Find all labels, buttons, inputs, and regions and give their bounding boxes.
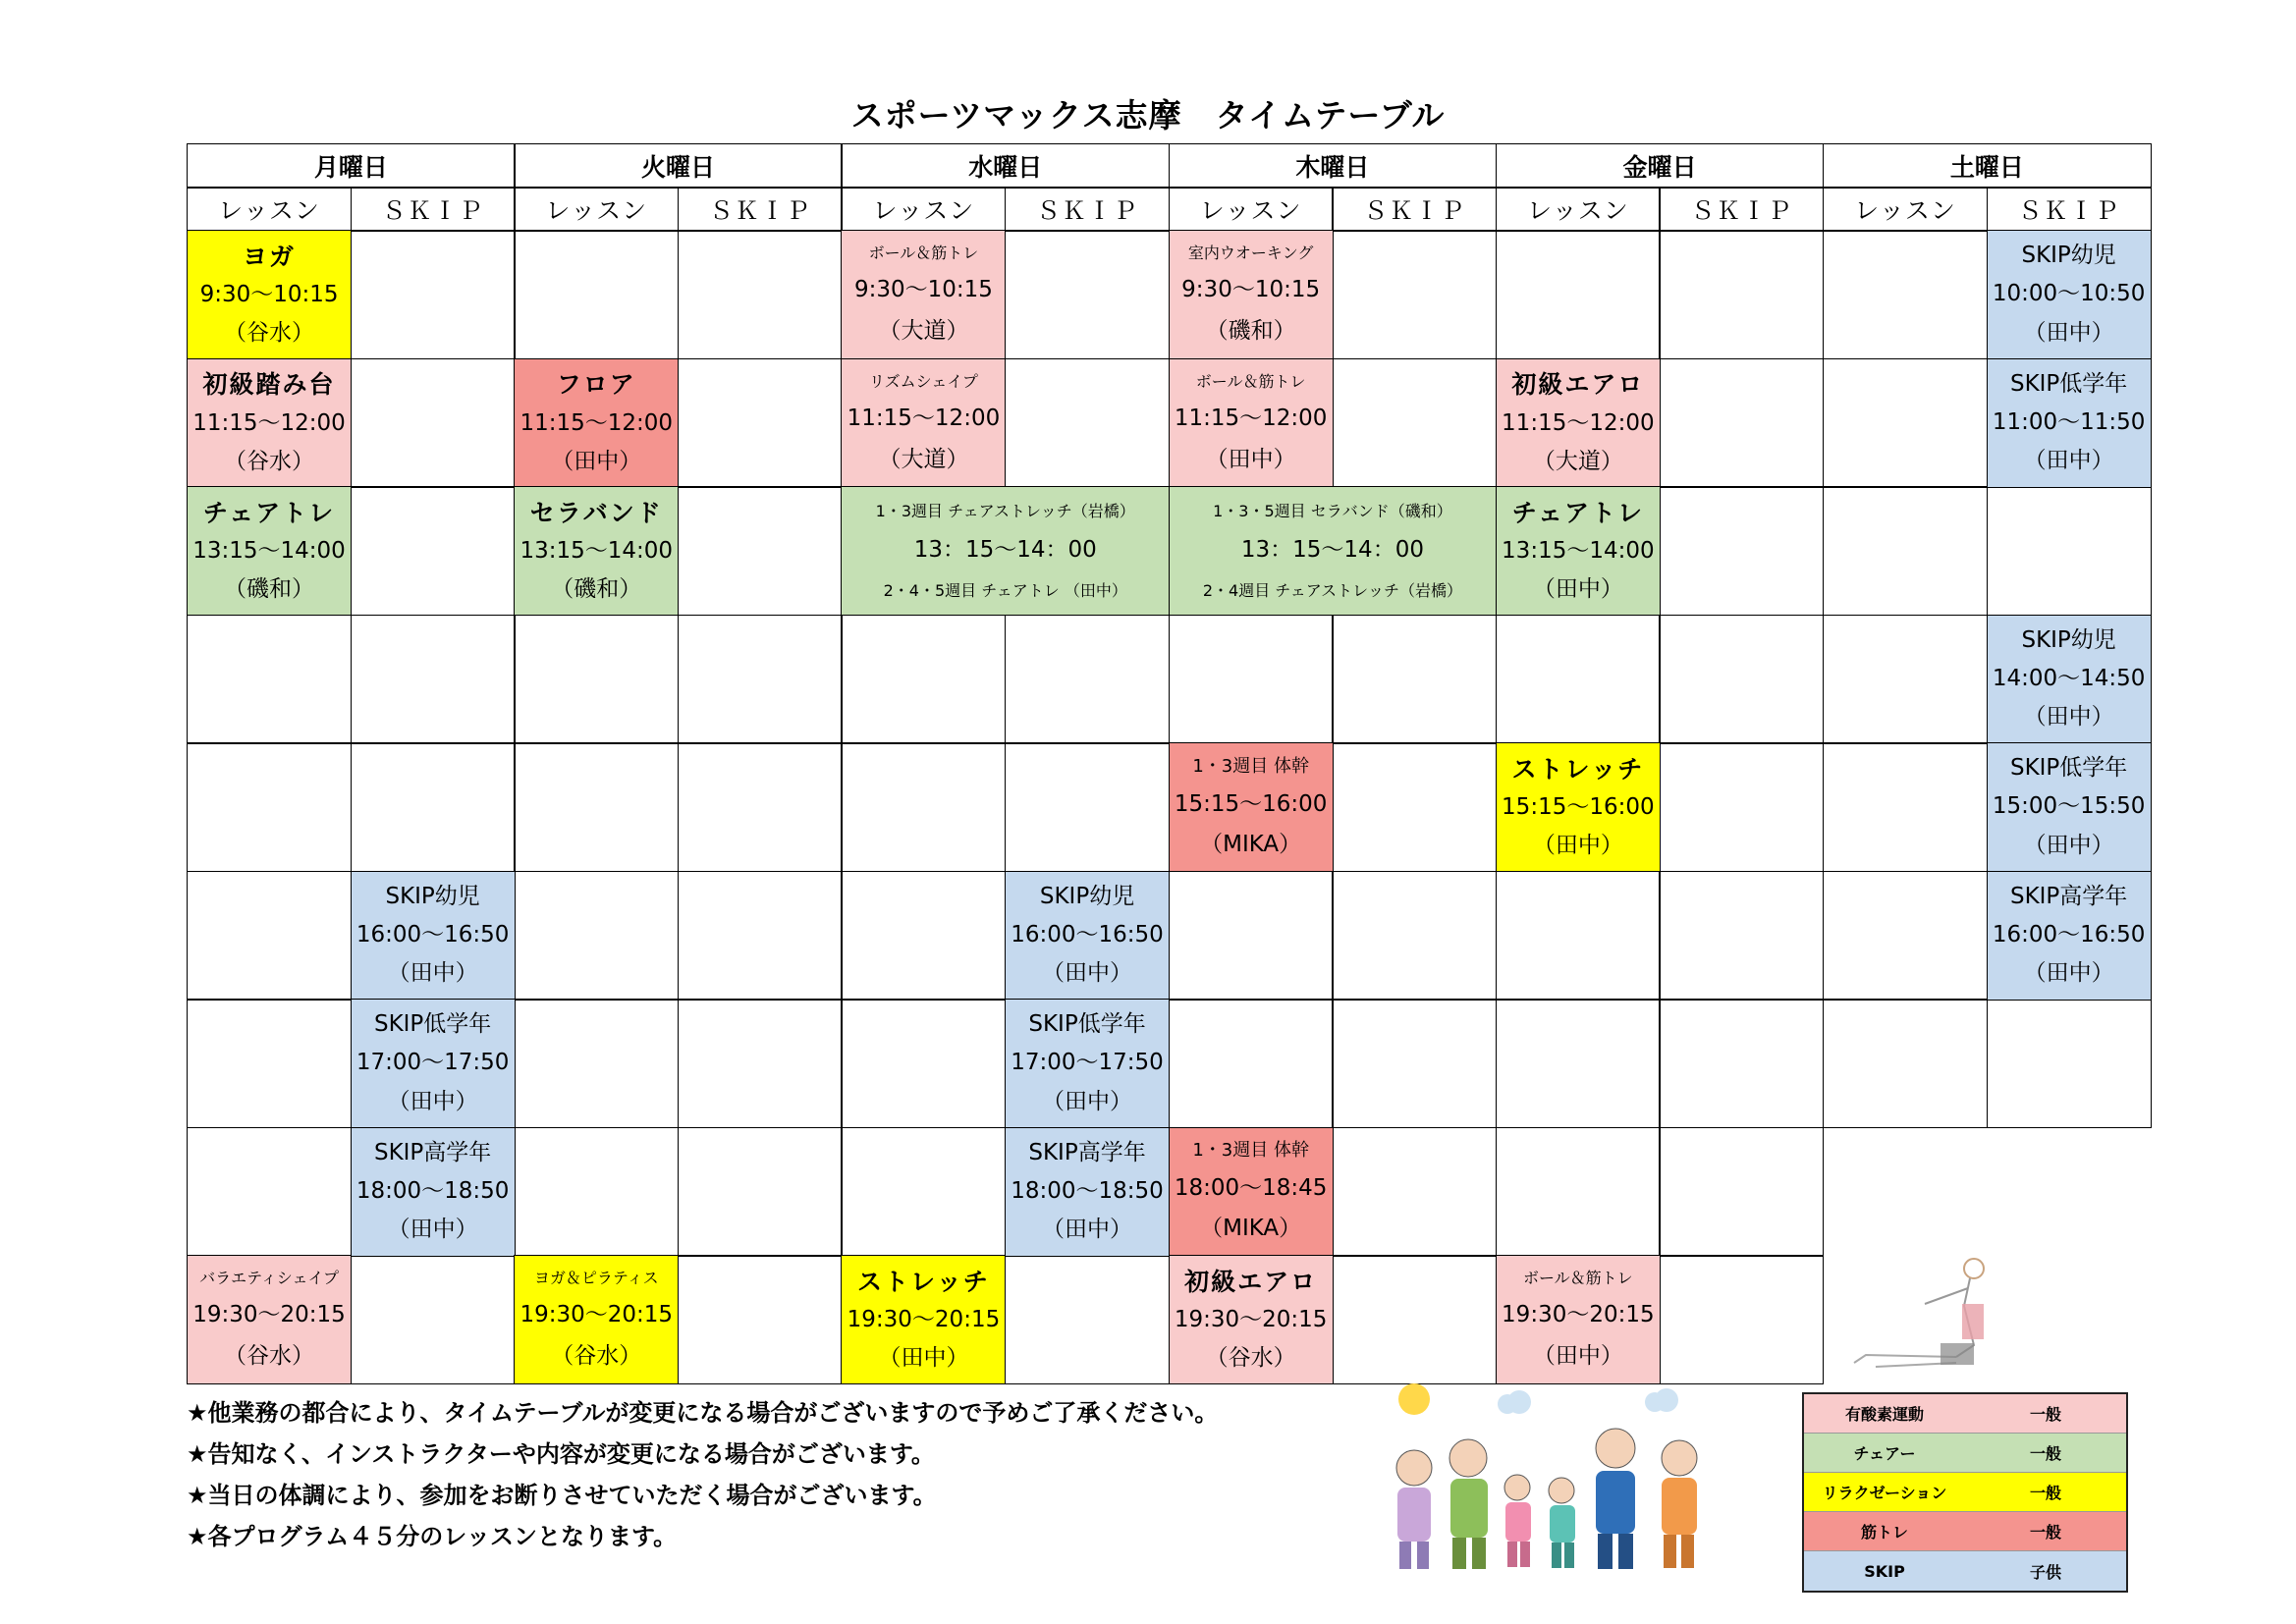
class-cell [1005, 871, 1170, 1001]
class-cell [187, 230, 352, 359]
class-time: 19:30〜20:15 [1174, 1307, 1328, 1333]
class-instructor: （谷水） [551, 1343, 642, 1370]
empty-cell [1823, 871, 1988, 1001]
empty-cell [678, 1255, 843, 1384]
class-instructor: （田中） [1532, 576, 1623, 603]
class-instructor: 2・4週目 チェアストレッチ（岩橋） [1202, 580, 1463, 600]
legend [1802, 1392, 2128, 1593]
legend-target: 一般 [2029, 1484, 2061, 1502]
class-time: 11:15〜12:00 [519, 409, 674, 436]
class-instructor: （谷水） [1205, 1345, 1296, 1372]
note-line: ★各プログラム４５分のレッスンとなります。 [187, 1523, 678, 1550]
lesson-header: レッスン [514, 187, 679, 232]
class-name: ストレッチ [857, 1267, 990, 1296]
class-instructor: （田中） [1532, 1343, 1623, 1370]
class-name: SKIP幼児 [2021, 626, 2116, 653]
class-name: ヨガ [243, 242, 297, 271]
class-instructor: （MIKA） [1200, 1216, 1302, 1242]
class-cell [1496, 486, 1661, 616]
day-header: 木曜日 [1169, 143, 1498, 189]
class-cell [1005, 999, 1170, 1128]
empty-cell [1823, 999, 1988, 1128]
class-time: 19:30〜20:15 [519, 1302, 674, 1328]
empty-cell [1496, 1127, 1661, 1257]
class-instructor: （大道） [1532, 448, 1623, 474]
class-cell [1987, 871, 2152, 1001]
legend-label: SKIP [1864, 1561, 1905, 1581]
empty-cell [1332, 871, 1497, 1001]
class-name: リズムシェイプ [868, 371, 978, 391]
class-instructor: （MIKA） [1200, 831, 1302, 857]
class-instructor: （田中） [1042, 1088, 1133, 1114]
class-cell [1496, 1255, 1661, 1384]
empty-cell [1169, 615, 1334, 744]
empty-cell [1332, 615, 1497, 744]
page-title: スポーツマックス志摩 タイムテーブル [850, 96, 1446, 135]
sun-icon [1398, 1383, 1430, 1415]
class-name: SKIP幼児 [385, 883, 480, 909]
class-name: SKIP幼児 [2021, 243, 2116, 269]
class-name: SKIP低学年 [2009, 755, 2128, 782]
class-time: 9:30〜10:15 [199, 282, 339, 308]
class-name: ストレッチ [1511, 754, 1645, 784]
class-instructor: （磯和） [1205, 318, 1296, 345]
empty-cell [1659, 742, 1824, 872]
empty-cell [514, 871, 679, 1001]
class-time: 18:00〜18:50 [355, 1177, 510, 1204]
class-time: 10:00〜10:50 [1992, 281, 2146, 307]
empty-cell [187, 999, 352, 1128]
empty-cell [514, 1127, 679, 1257]
legend-label: チェアー [1853, 1444, 1916, 1463]
class-name: SKIP高学年 [2009, 883, 2128, 909]
class-cell [841, 1255, 1006, 1384]
empty-cell [1659, 1255, 1824, 1384]
empty-cell [351, 230, 516, 359]
class-name: 初級踏み台 [202, 370, 336, 400]
empty-cell [187, 615, 352, 744]
empty-cell [1169, 999, 1334, 1128]
empty-cell [1987, 999, 2152, 1128]
legend-target: 一般 [2029, 1444, 2061, 1463]
empty-cell [1659, 486, 1824, 616]
lesson-header: レッスン [1496, 187, 1661, 232]
empty-cell [1005, 358, 1170, 488]
family-exercise-illustration [1370, 1375, 1733, 1576]
empty-cell [678, 486, 843, 616]
empty-cell [187, 742, 352, 872]
legend-label: 筋トレ [1860, 1523, 1908, 1542]
note-line: ★告知なく、インストラクターや内容が変更になる場合がございます。 [187, 1440, 935, 1468]
lesson-header: レッスン [1169, 187, 1334, 232]
empty-cell [1005, 615, 1170, 744]
empty-cell [1823, 742, 1988, 872]
class-time: 11:15〜12:00 [1502, 409, 1655, 436]
class-name: SKIP低学年 [373, 1011, 492, 1038]
stretching-woman-illustration [1846, 1247, 2023, 1384]
class-instructor: （田中） [2023, 960, 2114, 987]
class-instructor: （田中） [2023, 832, 2114, 858]
empty-cell [1005, 742, 1170, 872]
empty-cell [1823, 358, 1988, 488]
class-cell [1169, 486, 1498, 616]
empty-cell [678, 615, 843, 744]
empty-cell [1169, 871, 1334, 1001]
class-instructor: （田中） [1532, 833, 1623, 859]
notes [187, 1392, 1218, 1557]
lesson-header: レッスン [187, 187, 352, 232]
class-cell [351, 999, 516, 1128]
empty-cell [1659, 615, 1824, 744]
class-instructor: （田中） [2023, 704, 2114, 731]
class-cell [841, 358, 1006, 488]
class-instructor: （田中） [387, 1217, 478, 1243]
class-instructor: （磯和） [551, 576, 642, 603]
class-instructor: （大道） [878, 318, 969, 345]
class-instructor: （田中） [2023, 319, 2114, 346]
empty-cell [351, 1255, 516, 1384]
skip-header: ＳＫＩＰ [1659, 187, 1824, 232]
class-name: 1・3週目 体幹 [1192, 755, 1309, 777]
class-time: 17:00〜17:50 [1011, 1050, 1164, 1076]
class-name: ボール＆筋トレ [868, 244, 979, 263]
class-time: 13:15〜14:00 [1502, 538, 1655, 565]
class-instructor: （谷水） [224, 448, 315, 474]
class-time: 16:00〜16:50 [1992, 921, 2146, 947]
lesson-header: レッスン [841, 187, 1006, 232]
class-time: 18:00〜18:50 [1011, 1177, 1164, 1204]
class-time: 18:00〜18:45 [1174, 1175, 1328, 1202]
legend-label: 有酸素運動 [1844, 1405, 1924, 1424]
class-time: 13：15〜14：00 [913, 537, 1097, 564]
class-instructor: （谷水） [224, 320, 315, 347]
class-time: 11:00〜11:50 [1992, 408, 2146, 435]
empty-cell [841, 1127, 1006, 1257]
empty-cell [1332, 358, 1497, 488]
legend-row [1804, 1434, 2126, 1473]
class-instructor: （大道） [878, 446, 969, 472]
class-time: 19:30〜20:15 [1502, 1302, 1655, 1328]
class-cell [187, 358, 352, 488]
class-time: 13：15〜14：00 [1240, 537, 1424, 564]
class-instructor: 2・4・5週目 チェアトレ （田中） [883, 580, 1127, 600]
class-instructor: （磯和） [224, 576, 315, 603]
empty-cell [678, 999, 843, 1128]
empty-cell [187, 871, 352, 1001]
empty-cell [678, 358, 843, 488]
day-header: 水曜日 [841, 143, 1170, 189]
legend-row [1804, 1512, 2126, 1551]
class-instructor: （田中） [2023, 448, 2114, 474]
empty-cell [1332, 999, 1497, 1128]
class-time: 11:15〜12:00 [192, 409, 346, 436]
class-time: 15:15〜16:00 [1502, 794, 1655, 821]
class-time: 15:00〜15:50 [1992, 793, 2146, 820]
empty-cell [1659, 1127, 1824, 1257]
class-cell [351, 1127, 516, 1257]
legend-target: 一般 [2029, 1405, 2061, 1424]
class-cell [1987, 615, 2152, 744]
empty-cell [1496, 615, 1661, 744]
legend-target: 子供 [2029, 1562, 2061, 1582]
empty-cell [678, 230, 843, 359]
class-instructor: （田中） [387, 1088, 478, 1114]
day-header: 土曜日 [1823, 143, 2152, 189]
legend-row [1804, 1394, 2126, 1434]
class-name: 初級エアロ [1511, 370, 1645, 400]
empty-cell [1823, 615, 1988, 744]
class-time: 14:00〜14:50 [1992, 665, 2146, 691]
empty-cell [1496, 871, 1661, 1001]
class-cell [841, 230, 1006, 359]
class-cell [187, 486, 352, 616]
empty-cell [351, 615, 516, 744]
empty-cell [841, 615, 1006, 744]
empty-cell [1987, 486, 2152, 616]
class-name: SKIP高学年 [1028, 1139, 1146, 1165]
empty-cell [1496, 999, 1661, 1128]
class-name: チェアトレ [1511, 498, 1644, 527]
class-cell [1496, 742, 1661, 872]
class-name: SKIP高学年 [373, 1139, 492, 1165]
empty-cell [514, 742, 679, 872]
skip-header: ＳＫＩＰ [1332, 187, 1497, 232]
class-name: SKIP幼児 [1039, 883, 1135, 909]
skip-header: ＳＫＩＰ [1987, 187, 2152, 232]
class-time: 13:15〜14:00 [519, 538, 674, 565]
class-cell [1987, 742, 2152, 872]
empty-cell [678, 871, 843, 1001]
class-time: 16:00〜16:50 [1011, 921, 1164, 947]
class-instructor: （田中） [1205, 446, 1296, 472]
class-cell [1005, 1127, 1170, 1257]
empty-cell [1659, 358, 1824, 488]
class-instructor: （田中） [387, 960, 478, 987]
empty-cell [1332, 742, 1497, 872]
class-cell [1169, 230, 1334, 359]
class-cell [514, 486, 679, 616]
class-instructor: （田中） [1042, 960, 1133, 987]
class-time: 9:30〜10:15 [1181, 277, 1321, 303]
lesson-header: レッスン [1823, 187, 1988, 232]
class-cell [187, 1255, 352, 1384]
class-name: 1・3週目 チェアストレッチ（岩橋） [875, 501, 1135, 520]
day-header: 火曜日 [514, 143, 843, 189]
empty-cell [351, 486, 516, 616]
note-line: ★他業務の都合により、タイムテーブルが変更になる場合がございますので予めご了承ください。 [187, 1399, 1219, 1427]
empty-cell [841, 999, 1006, 1128]
empty-cell [1005, 230, 1170, 359]
empty-cell [1823, 486, 1988, 616]
class-name: バラエティシェイプ [199, 1269, 339, 1288]
empty-cell [514, 999, 679, 1128]
class-time: 11:15〜12:00 [1174, 405, 1328, 431]
class-instructor: （田中） [1042, 1217, 1133, 1243]
empty-cell [1496, 230, 1661, 359]
class-name: ボール＆筋トレ [1195, 371, 1306, 391]
legend-label: リラクゼーション [1822, 1484, 1947, 1502]
note-line: ★当日の体調により、参加をお断りさせていただく場合がございます。 [187, 1482, 937, 1509]
empty-cell [841, 871, 1006, 1001]
class-instructor: （田中） [878, 1345, 969, 1372]
class-instructor: （田中） [551, 448, 642, 474]
empty-cell [841, 742, 1006, 872]
class-cell [1496, 358, 1661, 488]
class-name: 初級エアロ [1184, 1267, 1318, 1296]
class-time: 16:00〜16:50 [355, 921, 510, 947]
class-name: フロア [556, 370, 636, 400]
class-time: 9:30〜10:15 [853, 277, 993, 303]
class-name: ヨガ＆ピラティス [533, 1269, 659, 1288]
empty-cell [514, 230, 679, 359]
class-cell [514, 358, 679, 488]
skip-header: ＳＫＩＰ [351, 187, 516, 232]
day-header: 月曜日 [187, 143, 516, 189]
class-cell [1169, 358, 1334, 488]
class-name: SKIP低学年 [1028, 1011, 1146, 1038]
class-time: 13:15〜14:00 [192, 538, 346, 565]
class-time: 19:30〜20:15 [192, 1302, 346, 1328]
class-time: 15:15〜16:00 [1174, 790, 1328, 817]
class-cell [1987, 358, 2152, 488]
empty-cell [1659, 999, 1824, 1128]
empty-cell [1659, 230, 1824, 359]
legend-row [1804, 1551, 2126, 1591]
day-header: 金曜日 [1496, 143, 1825, 189]
class-name: セラバンド [529, 498, 663, 527]
empty-cell [187, 1127, 352, 1257]
skip-header: ＳＫＩＰ [1005, 187, 1170, 232]
class-cell [1169, 742, 1334, 872]
skip-header: ＳＫＩＰ [678, 187, 843, 232]
empty-cell [1823, 230, 1988, 359]
class-name: SKIP低学年 [2009, 370, 2128, 397]
class-time: 19:30〜20:15 [847, 1307, 1001, 1333]
empty-cell [1332, 230, 1497, 359]
empty-cell [1005, 1255, 1170, 1384]
class-time: 17:00〜17:50 [355, 1050, 510, 1076]
class-time: 11:15〜12:00 [847, 405, 1001, 431]
class-cell [351, 871, 516, 1001]
class-name: チェアトレ [202, 498, 336, 527]
legend-target: 一般 [2029, 1523, 2061, 1542]
empty-cell [1659, 871, 1824, 1001]
legend-row [1804, 1473, 2126, 1512]
empty-cell [1332, 1255, 1497, 1384]
class-cell [841, 486, 1170, 616]
empty-cell [678, 742, 843, 872]
empty-cell [514, 615, 679, 744]
empty-cell [678, 1127, 843, 1257]
class-cell [1987, 230, 2152, 359]
class-cell [1169, 1255, 1334, 1384]
class-name: 1・3週目 体幹 [1192, 1140, 1309, 1162]
empty-cell [351, 742, 516, 872]
class-name: ボール＆筋トレ [1523, 1269, 1633, 1288]
class-instructor: （谷水） [224, 1343, 315, 1370]
class-name: 室内ウオーキング [1187, 244, 1314, 263]
class-cell [514, 1255, 679, 1384]
class-name: 1・3・5週目 セラバンド（磯和） [1213, 501, 1452, 520]
empty-cell [1332, 1127, 1497, 1257]
class-cell [1169, 1127, 1334, 1257]
empty-cell [351, 358, 516, 488]
